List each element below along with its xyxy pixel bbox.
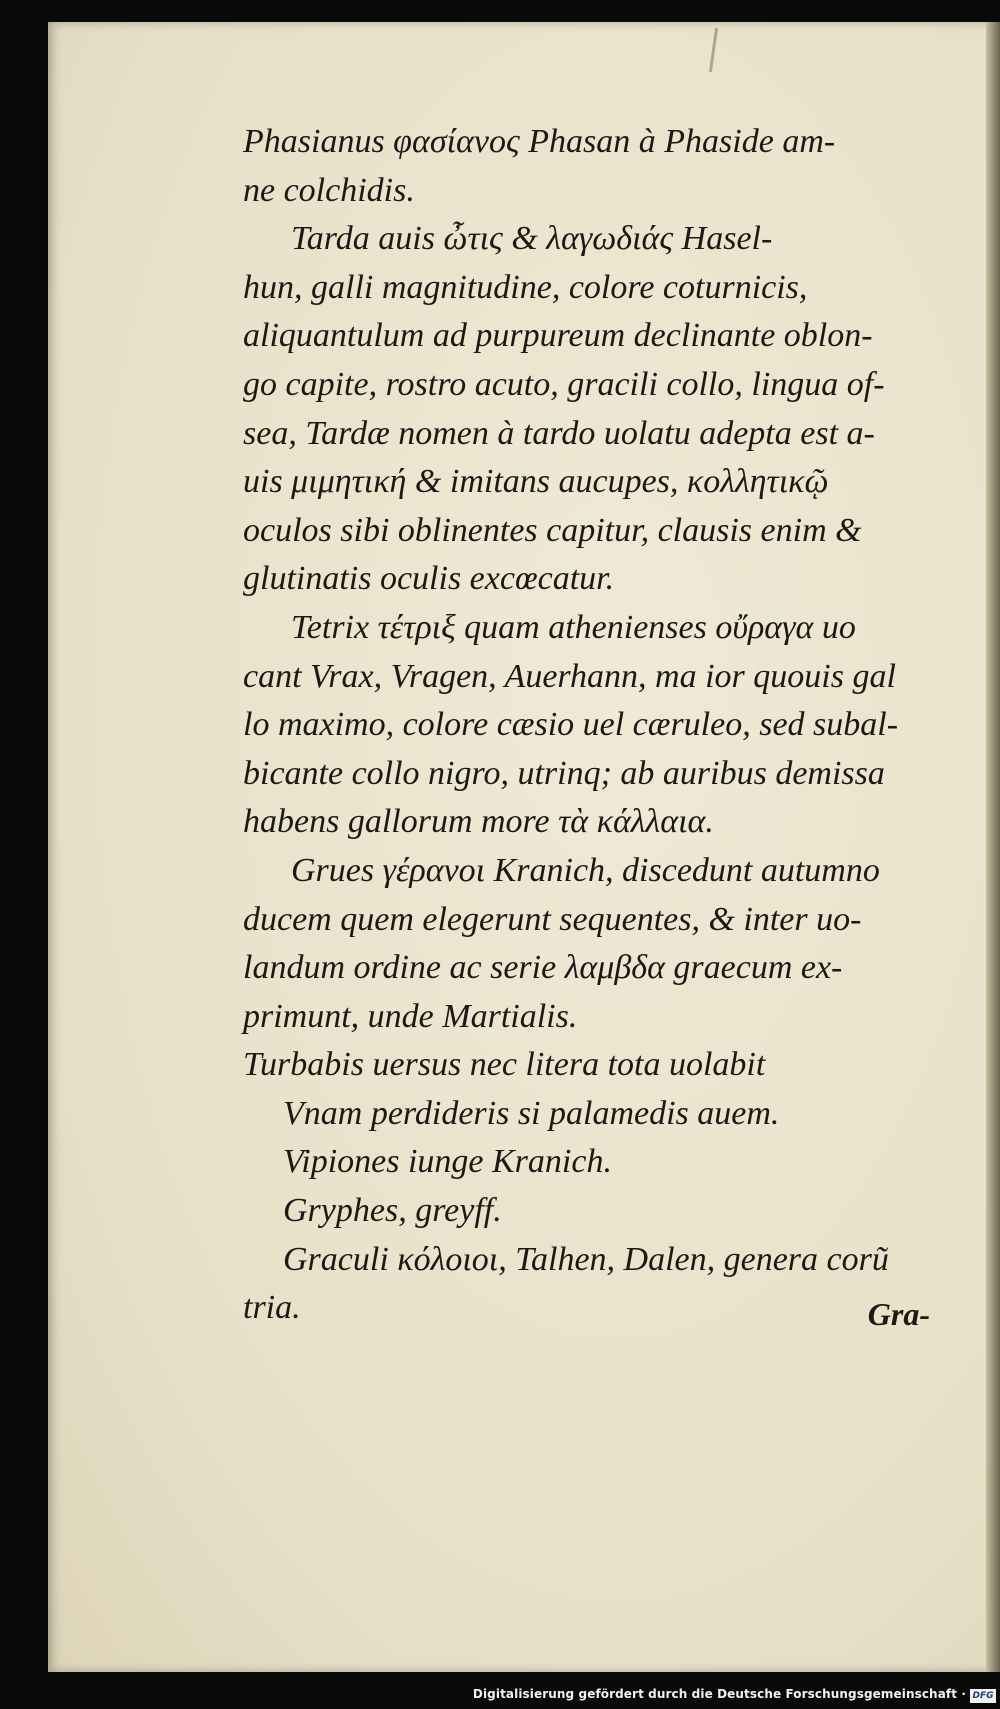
text-line: aliquantulum ad purpureum declinante oblon- <box>243 317 873 355</box>
text-line: Vnam perdideris si palamedis auem. <box>283 1094 780 1132</box>
text-line: go capite, rostro acuto, gracili collo, lingua of- <box>243 365 885 403</box>
text-line: sea, Tardæ nomen à tardo uolatu adepta est a- <box>243 414 875 452</box>
dfg-credit: Digitalisierung gefördert durch die Deutsche Forschungsgemeinschaft · <box>472 1687 966 1701</box>
text-line: ne colchidis. <box>243 171 415 209</box>
text-line: Turbabis uersus nec litera tota uolabit <box>243 1046 766 1084</box>
page-text <box>243 118 943 1333</box>
text-line: Phasianus φασίανος Phasan à Phaside am- <box>243 123 836 160</box>
text-line: oculos sibi oblinentes capitur, clausis enim & <box>243 511 862 549</box>
page-edge <box>986 22 1000 1672</box>
text-line: glutinatis oculis excœcatur. <box>243 560 615 598</box>
text-line: lo maximo, colore cæsio uel cæruleo, sed subal- <box>243 706 899 744</box>
catchword: Gra- <box>867 1296 930 1332</box>
text-line: Gryphes, greyff. <box>283 1192 502 1230</box>
text-line: Graculi κόλοιοι, Talhen, Dalen, genera corũ <box>283 1240 889 1278</box>
text-line: bicante collo nigro, utrinq; ab auribus demissa <box>243 754 885 792</box>
text-line: tria. <box>243 1289 301 1327</box>
text-line: landum ordine ac serie λαμβδα graecum ex- <box>243 949 843 987</box>
text-line: Grues γέρανοι Kranich, discedunt autumno <box>291 851 880 889</box>
text-line: uis μιμητική & imitans aucupes, κολλητικῷ <box>243 463 829 501</box>
text-line: hun, galli magnitudine, colore coturnicis, <box>243 268 808 306</box>
text-line: Tetrix τέτριξ quam athenienses οὔραγα uo <box>291 608 856 646</box>
text-line: Vipiones iunge Kranich. <box>283 1143 612 1181</box>
footer-bar <box>0 1679 1000 1709</box>
text-line: habens gallorum more τὰ κάλλαια. <box>243 803 714 841</box>
text-line: primunt, unde Martialis. <box>243 997 578 1035</box>
dfg-logo: DFG <box>970 1689 996 1703</box>
text-line: cant Vrax, Vragen, Auerhann, ma ior quouis gal <box>243 657 896 695</box>
text-line: Tarda auis ὦτις & λαγωδιάς Hasel- <box>291 220 773 258</box>
text-line: ducem quem elegerunt sequentes, & inter uo- <box>243 900 862 938</box>
